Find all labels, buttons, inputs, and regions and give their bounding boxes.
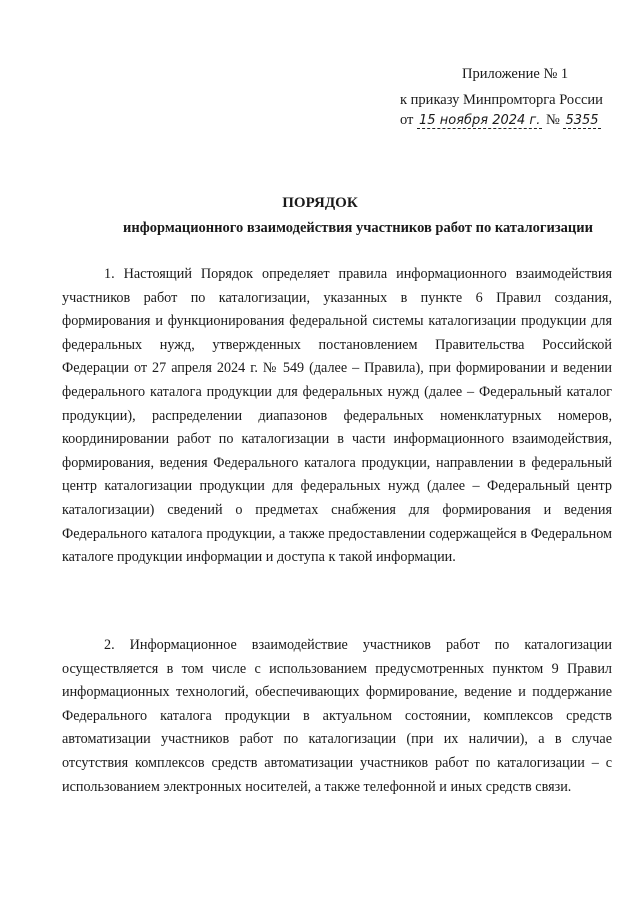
appendix-label: Приложение № 1 — [462, 66, 569, 82]
document-title: ПОРЯДОК — [282, 195, 358, 211]
paragraph-1: 1. Настоящий Порядок определяет правила информационного взаимодействия участников работ по каталогизации, указанных в пункте 6 Правил создания, формирования и функционирования федеральной системы каталогизации продукции для федеральных нужд, утвержденных постановлением Правительства Российской Федерации от 27 апреля 2024 г. № 549 (далее – Правила), при формировании и ведении федерального каталога продукции для федеральных нужд (далее – Федеральный каталог продукции), распределении диапазонов федеральных номенклатурных номеров, координировании работ по каталогизации в части информационного взаимодействия, формирования, ведения Федерального каталога продукции, направлении в федеральный центр каталогизации продукции для федеральных нужд (далее – Федеральный центр каталогизации) сведений о предметах снабжения для формирования и ведения Федерального каталога продукции, а также предоставлении содержащейся в Федеральном каталоге продукции информации и доступа к такой информации. — [62, 266, 612, 566]
document-subtitle: информационного взаимодействия участников работ по каталогизации — [122, 220, 593, 236]
order-date-line — [400, 109, 601, 132]
order-date-handwritten: 15 ноября 2024 г. — [419, 113, 541, 128]
order-number-handwritten: 5355 — [565, 113, 599, 128]
paragraph-2: 2. Информационное взаимодействие участников работ по каталогизации осуществляется в том числе с использованием предусмотренных пунктом 9 Правил информационных технологий, обеспечивающих формирование, ведение и поддержание Федерального каталога продукции в актуальном состоянии, комплексов средств автоматизации участников работ по каталогизации (при их наличии), а в случае отсутствия комплексов средств автоматизации участников работ по каталогизации – с использованием электронных носителей, а также телефонной и иных средств связи. — [62, 637, 612, 795]
order-reference: к приказу Минпромторга России — [400, 92, 603, 108]
order-number-prefix: № — [546, 112, 560, 128]
order-prefix: от — [400, 112, 414, 128]
